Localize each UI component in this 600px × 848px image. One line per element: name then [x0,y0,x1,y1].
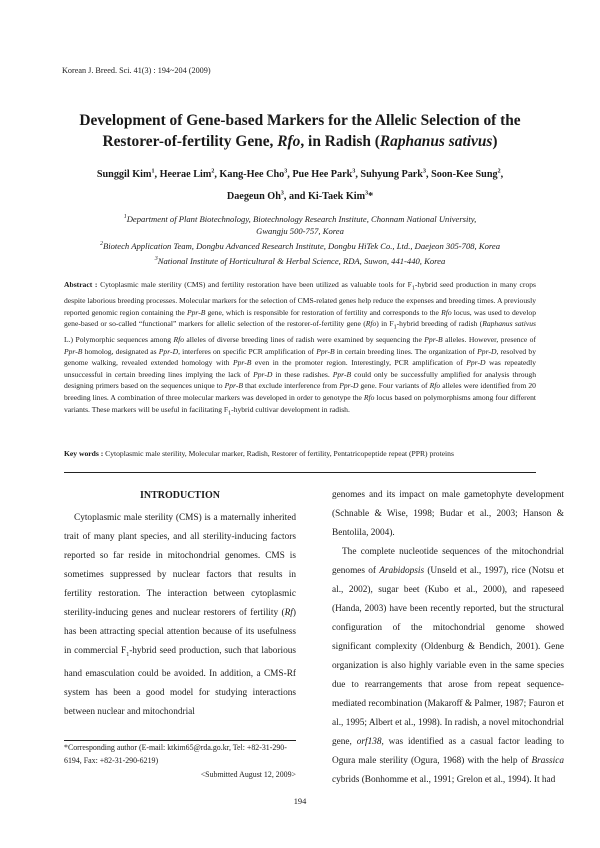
title-line-2 [40,131,560,152]
section-heading-introduction: INTRODUCTION [139,490,220,501]
keywords [64,448,536,459]
journal-citation: Korean J. Breed. Sci. 41(3) : 194~204 (2009) [62,66,211,75]
submitted-date: <Submitted August 12, 2009> [200,770,296,779]
title-text: ) [492,133,498,150]
affiliation-1: $^1$Department of Plant Biotechnology, Biotechnology Research Institute, Chonnam National University, [123,213,477,224]
author: Pue Hee Park$^3$, [292,169,361,181]
title-text: , in Radish ( [300,133,380,150]
affiliation-3: $^3$National Institute of Horticultural & Herbal Science, RDA, Suwon, 441-440, Korea [154,255,446,266]
paper-title [40,110,560,152]
title-gene: Rfo [277,133,301,150]
author: Heerae Lim$^2$, [159,169,220,181]
footnote-divider [64,740,296,741]
title-species: Raphanus sativus [379,133,493,150]
author: Soon-Kee Sung$^2$, [431,169,504,181]
keywords-text: Cytoplasmic male sterility, Molecular marker, Radish, Restorer of fertility, Pentatricopeptide repeat (PPR) proteins [105,449,454,458]
abstract-text: Cytoplasmic male sterility (CMS) and fertility restoration have been utilized as valuable tools for $F_1$-hybrid seed production in many crops despite laborious breeding processes. Molecular markers for the selection of CMS-related genes help reduce the expenses and breeding times. A previously reported genomic region containing the Ppr-B gene, which is responsible for restoration of fertility and corresponds to the Rfo locus, was used to develop gene-based or so-called “functional” markers for allelic selection of the restorer-of-fertility gene (Rfo) in $F_1$-hybrid breeding of radish (Raphanus sativus L.) Polymorphic sequences among Rfo alleles of diverse breeding lines of radish were examined by sequencing the Ppr-B alleles. However, presence of Ppr-B homolog, designated as Ppr-D, interferes on specific PCR amplification of Ppr-B in certain breeding lines. The organization of Ppr-D, resolved by genome walking, revealed extended homology with Ppr-B even in the promoter region. Interestingly, PCR amplification of Ppr-D was repeatedly unsuccessful in certain breeding lines implying the lack of Ppr-D in these radishes. Ppr-B could only be successfully amplified for analysis through designing primers based on the sequences unique to Ppr-B that exclude interference from Ppr-D gene. Four variants of Rfo alleles were identified from 20 breeding lines. A combination of three molecular markers was developed in order to genotype the Rfo locus based on polymorphisms among four different variants. These markers will be useful in facilitating $F_1$-hybrid cultivar development in radish. [64,280,536,417]
abstract [64,279,536,420]
author: Ki-Taek Kim$^3$* [307,190,374,202]
title-text: Restorer-of-fertility Gene, [102,133,278,150]
title-line-1: Development of Gene-based Markers for the Allelic Selection of the [79,112,521,129]
intro-paragraph-2: The complete nucleotide sequences of the mitochondrial genomes of Arabidopsis (Unseld et al., 1997), rice (Notsu et al., 2002), sugar beet (Kubo et al., 2000), and rapeseed (Handa, 2003) have been recently reported, but the structural configuration of the mitochondrial genome showed significant complexity (Oldenburg & Bendich, 2001). Gene organization is also highly variable even in the same species due to rearrangements that arose from repeat sequence-mediated recombination (Makaroff & Palmer, 1987; Fauron et al., 1995; Albert et al., 1998). In radish, a novel mitochondrial gene, orf138, was identified as a casual factor leading to Ogura male sterility (Ogura, 1968) with the help of Brassica cybrids (Bonhomme et al., 1991; Grelon et al., 1994). It had [332,547,564,785]
author: Daegeun Oh$^3$, and [226,190,308,202]
section-divider [64,472,536,473]
page-number: 194 [293,797,307,806]
author-list [60,163,540,206]
corresponding-author-footnote: *Corresponding author (E-mail: ktkim65@rda.go.kr, Tel: +82-31-290-6194, Fax: +82-31-290-6219) [64,743,287,765]
keywords-label: Key words : [64,449,104,458]
right-column [332,486,564,790]
affiliations [55,211,545,267]
intro-paragraph-1: Cytoplasmic male sterility (CMS) is a maternally inherited trait of many plant species, and all sterility-inducing factors reported so far reside in mitochondrial genomes. CMS is sometimes suppressed by nuclear factors that results in fertility restoration. The interaction between cytoplasmic sterility-inducing genes and nuclear restorers of fertility (Rf) has been attracting special attention because of its usefulness in commercial $F_1$-hybrid seed production, such that laborious hand emasculation could be avoided. In addition, a CMS-Rf system has been a good model for studying interactions between nuclear and mitochondrial [64,513,296,717]
author: Sunggil Kim$^1$, [96,169,160,181]
affiliation-2: $^2$Biotech Application Team, Dongbu Advanced Research Institute, Dongbu HiTek Co., Ltd., Daejeon 305-708, Korea [99,240,501,251]
author: Suhyung Park$^3$, [360,169,432,181]
left-column [64,486,296,722]
author: Kang-Hee Cho$^3$, [219,169,293,181]
affiliation-1-city: Gwangju 500-757, Korea [256,226,344,237]
abstract-label: Abstract : [64,280,98,289]
intro-paragraph-1-cont: genomes and its impact on male gametophyte development (Schnable & Wise, 1998; Budar et al., 2003; Hanson & Bentolila, 2004). [332,490,564,538]
